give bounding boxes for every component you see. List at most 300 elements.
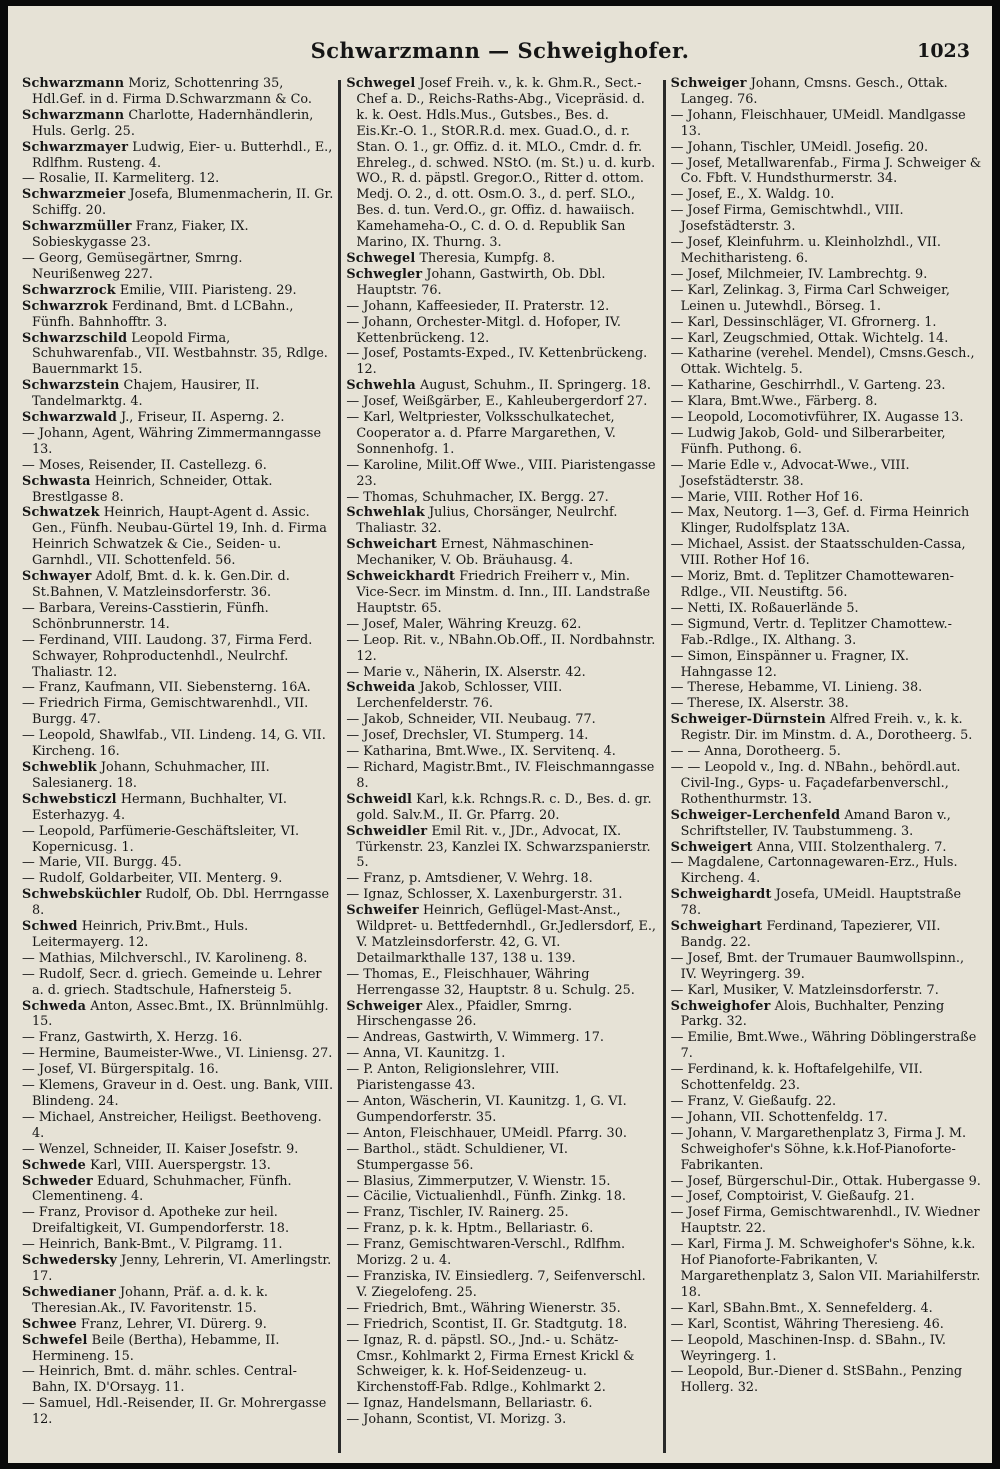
entry-details: — Johann, Fleischhauer, UMeidl. Mandlgasse 13.: [670, 107, 966, 139]
directory-entry: [671, 458, 982, 490]
entry-details: — Therese, IX. Alserstr. 38.: [670, 696, 849, 712]
entry-details: — Thomas, Schuhmacher, IX. Bergg. 27.: [346, 489, 609, 505]
directory-entry: [22, 1285, 333, 1317]
directory-entry: [671, 840, 982, 856]
directory-entry: [346, 1205, 657, 1221]
directory-entry: [671, 1364, 982, 1396]
directory-entry: [671, 617, 982, 649]
directory-entry: [671, 1189, 982, 1205]
entry-details: Julius, Chorsänger, Neulrchf. Thaliastr. 32.: [356, 505, 618, 537]
entry-details: — Friedrich Firma, Gemischtwarenhdl., VII. Burgg. 47.: [22, 696, 309, 728]
entry-surname: Schwarzmeier: [22, 187, 126, 203]
directory-entry: [22, 458, 333, 474]
entry-details: Ferdinand, Tapezierer, VII. Bandg. 22.: [680, 919, 941, 950]
directory-entry: [346, 1396, 657, 1412]
directory-entry: [671, 394, 982, 410]
directory-entry: [671, 760, 982, 808]
directory-entry: [671, 1317, 982, 1333]
entry-details: — Magdalene, Cartonnagewaren-Erz., Huls. Kircheng. 4.: [670, 855, 958, 887]
entry-surname: Schwehlak: [346, 505, 425, 521]
entry-details: Alex., Pfaidler, Smrng. Hirschengasse 26.: [356, 998, 573, 1030]
entry-surname: Schwegel: [346, 250, 416, 266]
entry-details: — Franz, V. Gießaufg. 22.: [670, 1094, 837, 1109]
entry-details: — Marie, VII. Burgg. 45.: [22, 855, 182, 871]
entry-details: Franz, Fiaker, IX. Sobieskygasse 23.: [32, 219, 249, 251]
directory-entry: [346, 315, 657, 347]
entry-surname: Schwatzek: [22, 505, 100, 521]
entry-details: Heinrich, Schneider, Ottak. Brestlgasse 8.: [32, 473, 273, 505]
directory-entry: [22, 1205, 333, 1237]
entry-details: Ernest, Nähmaschinen-Mechaniker, V. Ob. Bräuhausg. 4.: [356, 537, 594, 569]
entry-details: Heinrich, Haupt-Agent d. Assic. Gen., Fünfh. Neubau-Gürtel 19, Inh. d. Firma Heinrich Schwatzek & Cie., Seiden- u. Garnhdl., VII. Schottenfeld. 56.: [32, 505, 327, 569]
entry-details: — Richard, Magistr.Bmt., IV. Fleischmanngasse 8.: [346, 759, 655, 791]
directory-entry: [346, 728, 657, 744]
entry-details: Ferdinand, Bmt. d LCBahn., Fünfh. Bahnhofftr. 3.: [32, 298, 294, 330]
entry-surname: Schwefel: [22, 1332, 88, 1348]
entry-surname: Schwehla: [346, 378, 416, 394]
entry-details: — Franz, p. Amtsdiener, V. Wehrg. 18.: [346, 871, 593, 887]
entry-details: — Josef, Milchmeier, IV. Lambrechtg. 9.: [670, 266, 928, 282]
entry-surname: Schwarzschild: [22, 330, 128, 346]
entry-surname: Schwarzwald: [22, 410, 117, 426]
entry-surname: Schweickhardt: [346, 569, 456, 585]
directory-entry: [671, 315, 982, 331]
entry-details: — Marie, VIII. Rother Hof 16.: [670, 489, 864, 505]
entry-details: — Josef, Weißgärber, E., Kahleubergerdorf 27.: [346, 394, 648, 410]
entry-details: — Friedrich, Scontist, II. Gr. Stadtgutg. 18.: [346, 1316, 628, 1332]
entry-details: — Josef, Drechsler, VI. Stumperg. 14.: [346, 728, 589, 744]
directory-entry: [346, 999, 657, 1031]
entry-details: — Josef, Maler, Währing Kreuzg. 62.: [346, 616, 582, 632]
directory-entry: [671, 712, 982, 744]
directory-entry: [346, 410, 657, 458]
entry-surname: Schwebsticzl: [22, 791, 117, 807]
directory-entry: [346, 967, 657, 999]
directory-entry: [671, 378, 982, 394]
entry-surname: Schweifer: [346, 903, 419, 919]
entry-surname: Schweighofer: [670, 998, 771, 1014]
directory-entry: [22, 1158, 333, 1174]
columns: [20, 76, 984, 1457]
directory-entry: [22, 108, 333, 140]
directory-entry: [22, 331, 333, 379]
column-rule: [663, 80, 666, 1453]
column-left: [20, 76, 335, 1457]
entry-details: — Wenzel, Schneider, II. Kaiser Josefstr. 9.: [22, 1141, 299, 1157]
column-right: [669, 76, 984, 1457]
entry-details: — Josef, Kleinfuhrm. u. Kleinholzhdl., VII. Mechitharisteng. 6.: [670, 235, 941, 266]
directory-entry: [22, 951, 333, 967]
entry-details: J., Friseur, II. Asperng. 2.: [116, 410, 285, 426]
entry-details: Rudolf, Ob. Dbl. Herrngasse 8.: [32, 887, 330, 919]
entry-details: Beile (Bertha), Hebamme, II. Hermineng. 15.: [32, 1332, 280, 1364]
entry-details: — Moriz, Bmt. d. Teplitzer Chamottewaren-Rdlge., VII. Neustiftg. 56.: [670, 569, 954, 600]
entry-details: — Karl, Zeugschmied, Ottak. Wichtelg. 14.: [670, 330, 949, 346]
entry-details: Franz, Lehrer, VI. Dürerg. 9.: [76, 1316, 267, 1332]
directory-entry: [346, 1317, 657, 1333]
entry-details: — Josef, Postamts-Exped., IV. Kettenbrückeng. 12.: [346, 346, 648, 378]
directory-entry: [22, 760, 333, 792]
entry-details: Johann, Gastwirth, Ob. Dbl. Hauptstr. 76.: [356, 266, 606, 298]
entry-details: — Leop. Rit. v., NBahn.Ob.Off., II. Nordbahnstr. 12.: [346, 632, 656, 664]
entry-details: — Michael, Anstreicher, Heiligst. Beethoveng. 4.: [22, 1109, 322, 1141]
entry-details: — Karl, Scontist, Währing Theresieng. 46.: [670, 1316, 944, 1332]
directory-entry: [22, 1396, 333, 1428]
entry-details: August, Schuhm., II. Springerg. 18.: [415, 378, 651, 394]
directory-entry: [671, 855, 982, 887]
directory-entry: [22, 792, 333, 824]
entry-details: — Johann, V. Margarethenplatz 3, Firma J. M. Schweighofer's Söhne, k.k.Hof-Pianoforte-Fabrikanten.: [670, 1125, 967, 1173]
directory-entry: [346, 744, 657, 760]
directory-entry: [346, 505, 657, 537]
entry-details: — Josef, E., X. Waldg. 10.: [670, 187, 835, 203]
entry-details: — Barthol., städt. Schuldiener, VI. Stumpergasse 56.: [346, 1141, 568, 1173]
directory-entry: [671, 951, 982, 983]
entry-details: — Sigmund, Vertr. d. Teplitzer Chamottew.-Fab.-Rdlge., IX. Althang. 3.: [670, 616, 952, 648]
directory-entry: [346, 537, 657, 569]
directory-entry: [671, 680, 982, 696]
entry-details: — Josef Firma, Gemischtwhdl., VIII. Josefstädterstr. 3.: [670, 203, 904, 235]
directory-entry: [671, 601, 982, 617]
entry-surname: Schwedersky: [22, 1253, 118, 1269]
directory-entry: [22, 219, 333, 251]
entry-details: — Leopold, Locomotivführer, IX. Augasse 13.: [670, 410, 964, 426]
entry-details: — Johann, VII. Schottenfeldg. 17.: [670, 1109, 888, 1125]
directory-entry: [22, 1253, 333, 1285]
directory-entry: [22, 1333, 333, 1365]
running-head: [8, 36, 992, 70]
entry-details: — Marie v., Näherin, IX. Alserstr. 42.: [346, 664, 586, 680]
directory-entry: [22, 871, 333, 887]
entry-details: — Franz, Tischler, IV. Rainerg. 25.: [346, 1205, 569, 1221]
entry-surname: Schwasta: [22, 473, 91, 489]
entry-details: — Ignaz, R. d. päpstl. SO., Jnd.- u. Schätz-Cmsr., Kohlmarkt 2, Firma Ernest Krickl & Schweiger, k. k. Hof-Seidenzeug- u. Kirchenstoff-Fab. Rdlge., Kohlmarkt 2.: [346, 1332, 635, 1396]
directory-entry: [22, 140, 333, 172]
entry-details: — P. Anton, Religionslehrer, VIII. Piaristengasse 43.: [346, 1062, 560, 1094]
entry-details: — Thomas, E., Fleischhauer, Währing Herrengasse 32, Hauptstr. 8 u. Schulg. 25.: [346, 966, 635, 998]
entry-details: — Josef, Comptoirist, V. Gießaufg. 21.: [670, 1189, 915, 1205]
entry-details: — Anton, Fleischhauer, UMeidl. Pfarrg. 30.: [346, 1125, 627, 1141]
directory-entry: [346, 1269, 657, 1301]
entry-details: — Ignaz, Handelsmann, Bellariastr. 6.: [346, 1396, 593, 1412]
directory-entry: [346, 1126, 657, 1142]
entry-details: — Georg, Gemüsegärtner, Smrng. Neurißenweg 227.: [22, 250, 243, 282]
entry-details: Friedrich Freiherr v., Min. Vice-Secr. im Minstm. d. Inn., III. Landstraße Hauptstr. 65.: [356, 569, 651, 616]
entry-details: — Johann, Tischler, UMeidl. Josefig. 20.: [670, 139, 929, 155]
entry-details: — Rudolf, Goldarbeiter, VII. Menterg. 9.: [22, 871, 283, 887]
entry-details: Anna, VIII. Stolzenthalerg. 7.: [752, 839, 947, 855]
directory-entry: [671, 490, 982, 506]
column-middle: [344, 76, 659, 1457]
entry-surname: Schwarzrok: [22, 298, 108, 314]
directory-entry: [346, 712, 657, 728]
directory-entry: [346, 1062, 657, 1094]
entry-details: — Rosalie, II. Karmeliterg. 12.: [22, 171, 220, 187]
entry-details: Alfred Freih. v., k. k. Registr. Dir. im Minstm. d. A., Dorotheerg. 5.: [680, 712, 973, 744]
entry-details: — Josef, Bürgerschul-Dir., Ottak. Hubergasse 9.: [670, 1173, 981, 1189]
directory-entry: [22, 696, 333, 728]
entry-details: Josefa, UMeidl. Hauptstraße 78.: [680, 887, 962, 919]
directory-entry: [671, 505, 982, 537]
directory-entry: [346, 490, 657, 506]
directory-entry: [346, 458, 657, 490]
entry-details: — Heinrich, Bank-Bmt., V. Pilgramg. 11.: [22, 1237, 283, 1253]
entry-details: Moriz, Schottenring 35, Hdl.Gef. in d. Firma D.Schwarzmann & Co.: [32, 76, 312, 107]
directory-entry: [346, 1412, 657, 1428]
entry-details: — Ignaz, Schlosser, X. Laxenburgerstr. 31.: [346, 887, 623, 903]
entry-details: Heinrich, Priv.Bmt., Huls. Leitermayerg. 12.: [32, 919, 249, 950]
directory-entry: [346, 871, 657, 887]
entry-surname: Schweda: [22, 998, 87, 1014]
entry-details: — Karl, SBahn.Bmt., X. Sennefelderg. 4.: [670, 1300, 933, 1316]
entry-details: — Jakob, Schneider, VII. Neubaug. 77.: [346, 712, 596, 728]
entry-details: — Johann, Agent, Währing Zimmermanngasse 13.: [22, 425, 322, 457]
directory-entry: [671, 808, 982, 840]
entry-surname: Schweidler: [346, 823, 428, 839]
directory-entry: [346, 76, 657, 251]
entry-details: — Cäcilie, Victualienhdl., Fünfh. Zinkg. 18.: [346, 1189, 626, 1205]
entry-surname: Schweiger-Lerchenfeld: [670, 807, 841, 823]
directory-entry: [346, 680, 657, 712]
page-title: Schwarzmann — Schweighofer.: [310, 38, 690, 63]
entry-details: Amand Baron v., Schriftsteller, IV. Taubstummeng. 3.: [680, 807, 951, 839]
entry-details: — Karl, Zelinkag. 3, Firma Carl Schweiger, Leinen u. Jutewhdl., Börseg. 1.: [670, 282, 950, 314]
directory-entry: [671, 1301, 982, 1317]
entry-details: — Moses, Reisender, II. Castellezg. 6.: [22, 457, 267, 473]
directory-entry: [671, 235, 982, 267]
entry-details: — Karl, Weltpriester, Volksschulkatechet, Cooperator a. d. Pfarre Margarethen, V. Sonnenhofg. 1.: [346, 410, 616, 457]
directory-entry: [22, 474, 333, 506]
directory-entry: [671, 744, 982, 760]
directory-entry: [346, 633, 657, 665]
entry-details: Johann, Cmsns. Gesch., Ottak. Langeg. 76.: [680, 76, 948, 107]
directory-entry: [22, 919, 333, 951]
directory-entry: [671, 426, 982, 458]
entry-details: Josef Freih. v., k. k. Ghm.R., Sect.-Chef a. D., Reichs-Raths-Abg., Vicepräsid. d. k. k. Oest. Hdls.Mus., Gutsbes., Bes. d. Eis.Kr.-O. 1., StOR.R.d. mex. Guad.O., d. r. Stan. O. 1., gr. Offiz. d. it. MLO., Cmdr. d. fr. Ehreleg., d. schwed. NStO. (m. St.) u. d. kurb. WO., R. d. päpstl. Gregor.O., Ritter d. ottom. Medj. O. 2., d. ott. Osm.O. 3., d. perf. SLO., Bes. d. tun. Verd.O., gr. Offiz. d. hawaiisch. Kamehameha-O., C. d. O. d. Republik San Marino, IX. Thurng. 3.: [356, 76, 656, 251]
directory-entry: [346, 267, 657, 299]
directory-entry: [346, 1221, 657, 1237]
entry-surname: Schwarzstein: [22, 378, 120, 394]
directory-entry: [671, 537, 982, 569]
directory-entry: [22, 1110, 333, 1142]
entry-details: Jenny, Lehrerin, VI. Amerlingstr. 17.: [32, 1253, 332, 1284]
entry-surname: Schwegel: [346, 76, 416, 91]
entry-details: — — Anna, Dorotheerg. 5.: [670, 744, 841, 760]
directory-entry: [22, 680, 333, 696]
entry-details: — Heinrich, Bmt. d. mähr. schles. Central-Bahn, IX. D'Orsayg. 11.: [22, 1364, 297, 1396]
directory-entry: [346, 1301, 657, 1317]
directory-entry: [346, 251, 657, 267]
directory-entry: [346, 1142, 657, 1174]
directory-entry: [671, 1126, 982, 1174]
entry-details: — Michael, Assist. der Staatsschulden-Cassa, VIII. Rother Hof 16.: [670, 537, 966, 569]
entry-details: — Josef, Bmt. der Trumauer Baumwollspinn., IV. Weyringerg. 39.: [670, 950, 965, 982]
entry-details: Theresia, Kumpfg. 8.: [415, 250, 556, 266]
directory-entry: [22, 1062, 333, 1078]
entry-details: Alois, Buchhalter, Penzing Parkg. 32.: [680, 998, 945, 1030]
entry-details: — Franz, Provisor d. Apotheke zur heil. Dreifaltigkeit, VI. Gumpendorferstr. 18.: [22, 1205, 290, 1237]
directory-entry: [22, 171, 333, 187]
entry-details: — Max, Neutorg. 1—3, Gef. d. Firma Heinrich Klinger, Rudolfsplatz 13A.: [670, 505, 970, 537]
directory-entry: [346, 299, 657, 315]
entry-details: — Blasius, Zimmerputzer, V. Wienstr. 15.: [346, 1173, 611, 1189]
entry-details: — Johann, Orchester-Mitgl. d. Hofoper, IV. Kettenbrückeng. 12.: [346, 314, 621, 346]
entry-details: — Leopold, Parfümerie-Geschäftsleiter, VI. Kopernicusg. 1.: [22, 823, 300, 855]
entry-details: — Ferdinand, k. k. Hoftafelgehilfe, VII. Schottenfeldg. 23.: [670, 1062, 923, 1094]
directory-entry: [346, 378, 657, 394]
entry-details: — Klemens, Graveur in d. Oest. ung. Bank, VIII. Blindeng. 24.: [22, 1078, 334, 1109]
directory-entry: [22, 1364, 333, 1396]
directory-entry: [346, 1030, 657, 1046]
directory-entry: [671, 1174, 982, 1190]
entry-details: — Johann, Kaffeesieder, II. Praterstr. 12.: [346, 298, 610, 314]
directory-entry: [22, 1142, 333, 1158]
directory-entry: [22, 1046, 333, 1062]
directory-entry: [22, 887, 333, 919]
entry-surname: Schweblik: [22, 759, 97, 775]
directory-entry: [671, 108, 982, 140]
directory-entry: [346, 1333, 657, 1397]
entry-details: Ludwig, Eier- u. Butterhdl., E., Rdlfhm. Rusteng. 4.: [32, 139, 333, 171]
entry-surname: Schweighart: [670, 919, 763, 935]
entry-surname: Schweiger: [670, 76, 747, 91]
entry-details: Jakob, Schlosser, VIII. Lerchenfelderstr. 76.: [356, 680, 563, 712]
entry-details: — Emilie, Bmt.Wwe., Währing Döblingerstraße 7.: [670, 1030, 977, 1062]
entry-details: — Netti, IX. Roßauerlände 5.: [670, 600, 859, 616]
directory-entry: [671, 1205, 982, 1237]
directory-entry: [22, 299, 333, 331]
entry-details: — Josef, VI. Bürgerspitalg. 16.: [22, 1062, 219, 1078]
directory-entry: [671, 1062, 982, 1094]
directory-entry: [346, 617, 657, 633]
entry-surname: Schwed: [22, 919, 78, 935]
entry-surname: Schwayer: [22, 569, 92, 585]
directory-entry: [671, 1110, 982, 1126]
directory-entry: [346, 569, 657, 617]
entry-details: — Friedrich, Bmt., Währing Wienerstr. 35.: [346, 1300, 621, 1316]
directory-entry: [22, 378, 333, 410]
directory-entry: [671, 156, 982, 188]
directory-entry: [22, 999, 333, 1031]
directory-entry: [671, 696, 982, 712]
entry-surname: Schweiger-Dürnstein: [670, 712, 826, 728]
directory-entry: [671, 983, 982, 999]
directory-entry: [22, 1030, 333, 1046]
entry-details: — Klara, Bmt.Wwe., Färberg. 8.: [670, 394, 878, 410]
entry-details: — Franziska, IV. Einsiedlerg. 7, Seifenverschl. V. Ziegelofeng. 25.: [346, 1268, 646, 1300]
entry-surname: Schweighardt: [670, 887, 772, 903]
entry-surname: Schweida: [346, 680, 416, 696]
directory-entry: [671, 267, 982, 283]
directory-entry: [671, 569, 982, 601]
entry-surname: Schwedianer: [22, 1284, 116, 1300]
directory-entry: [22, 187, 333, 219]
entry-details: Josefa, Blumenmacherin, II. Gr. Schiffg. 20.: [32, 187, 334, 219]
directory-entry: [671, 76, 982, 108]
directory-entry: [346, 1094, 657, 1126]
directory-entry: [22, 505, 333, 569]
entry-details: — Andreas, Gastwirth, V. Wimmerg. 17.: [346, 1030, 604, 1046]
directory-entry: [22, 967, 333, 999]
directory-entry: [22, 824, 333, 856]
entry-details: — Josef, Metallwarenfab., Firma J. Schweiger & Co. Fbft. V. Hundsthurmerstr. 34.: [670, 155, 982, 187]
entry-details: — Barbara, Vereins-Casstierin, Fünfh. Schönbrunnerstr. 14.: [22, 600, 269, 632]
entry-details: Hermann, Buchhalter, VI. Esterhazyg. 4.: [32, 791, 287, 823]
directory-entry: [22, 1174, 333, 1206]
directory-entry: [346, 887, 657, 903]
directory-entry: [671, 1030, 982, 1062]
entry-surname: Schwebsküchler: [22, 887, 142, 903]
directory-entry: [346, 824, 657, 872]
entry-surname: Schwarzmann: [22, 76, 125, 91]
entry-details: — Karoline, Milit.Off Wwe., VIII. Piaristengasse 23.: [346, 457, 656, 489]
directory-entry: [346, 903, 657, 967]
directory-entry: [671, 1094, 982, 1110]
entry-details: — Rudolf, Secr. d. griech. Gemeinde u. Lehrer a. d. griech. Stadtschule, Hafnersteig 5.: [22, 966, 322, 998]
directory-entry: [346, 1189, 657, 1205]
directory-entry: [22, 410, 333, 426]
entry-details: — Leopold, Shawlfab., VII. Lindeng. 14, G. VII. Kircheng. 16.: [22, 728, 326, 760]
entry-details: — Johann, Scontist, VI. Morizg. 3.: [346, 1412, 567, 1428]
column-rule: [338, 80, 341, 1453]
entry-surname: Schwarzmüller: [22, 219, 132, 235]
entry-details: Adolf, Bmt. d. k. k. Gen.Dir. d. St.Bahnen, V. Matzleinsdorferstr. 36.: [32, 569, 290, 600]
directory-entry: [671, 649, 982, 681]
directory-entry: [346, 1046, 657, 1062]
entry-details: — Franz, Kaufmann, VII. Siebensterng. 16A.: [22, 680, 311, 696]
directory-entry: [671, 331, 982, 347]
entry-surname: Schwarzmann: [22, 107, 125, 123]
directory-entry: [346, 1174, 657, 1190]
directory-entry: [22, 251, 333, 283]
entry-details: — Marie Edle v., Advocat-Wwe., VIII. Josefstädterstr. 38.: [670, 457, 910, 489]
directory-entry: [671, 919, 982, 951]
entry-details: — Franz, p. k. k. Hptm., Bellariastr. 6.: [346, 1221, 594, 1237]
entry-surname: Schwarzmayer: [22, 139, 129, 155]
entry-details: Leopold Firma, Schuhwarenfab., VII. Westbahnstr. 35, Rdlge. Bauernmarkt 15.: [32, 330, 328, 378]
entry-details: — Anna, VI. Kaunitzg. 1.: [346, 1046, 506, 1062]
directory-entry: [22, 855, 333, 871]
directory-entry: [671, 887, 982, 919]
entry-details: — Karl, Musiker, V. Matzleinsdorferstr. 7.: [670, 982, 939, 998]
entry-details: — Simon, Einspänner u. Fragner, IX. Hahngasse 12.: [670, 648, 909, 680]
directory-entry: [671, 187, 982, 203]
directory-entry: [346, 1237, 657, 1269]
directory-entry: [22, 426, 333, 458]
entry-details: — Anton, Wäscherin, VI. Kaunitzg. 1, G. VI. Gumpendorferstr. 35.: [346, 1094, 627, 1125]
directory-entry: [22, 601, 333, 633]
directory-entry: [671, 203, 982, 235]
directory-entry: [22, 283, 333, 299]
directory-entry: [346, 760, 657, 792]
entry-details: — Hermine, Baumeister-Wwe., VI. Liniensg. 27.: [22, 1046, 333, 1062]
directory-entry: [22, 1237, 333, 1253]
directory-entry: [671, 999, 982, 1031]
entry-details: Karl, k.k. Rchngs.R. c. D., Bes. d. gr. gold. Salv.M., II. Gr. Pfarrg. 20.: [356, 791, 652, 823]
entry-details: Chajem, Hausirer, II. Tandelmarktg. 4.: [32, 378, 260, 410]
directory-entry: [671, 1333, 982, 1365]
entry-surname: Schwegler: [346, 266, 423, 282]
entry-details: Eduard, Schuhmacher, Fünfh. Clementineng. 4.: [32, 1173, 292, 1205]
entry-details: Johann, Schuhmacher, III. Salesianerg. 18.: [32, 759, 270, 791]
entry-details: Charlotte, Hadernhändlerin, Huls. Gerlg. 25.: [32, 107, 314, 139]
directory-entry: [22, 569, 333, 601]
entry-surname: Schwee: [22, 1316, 77, 1332]
directory-page: [8, 6, 992, 1463]
entry-details: — Katharina, Bmt.Wwe., IX. Servitenq. 4.: [346, 744, 616, 760]
directory-entry: [22, 1078, 333, 1110]
directory-entry: [346, 394, 657, 410]
